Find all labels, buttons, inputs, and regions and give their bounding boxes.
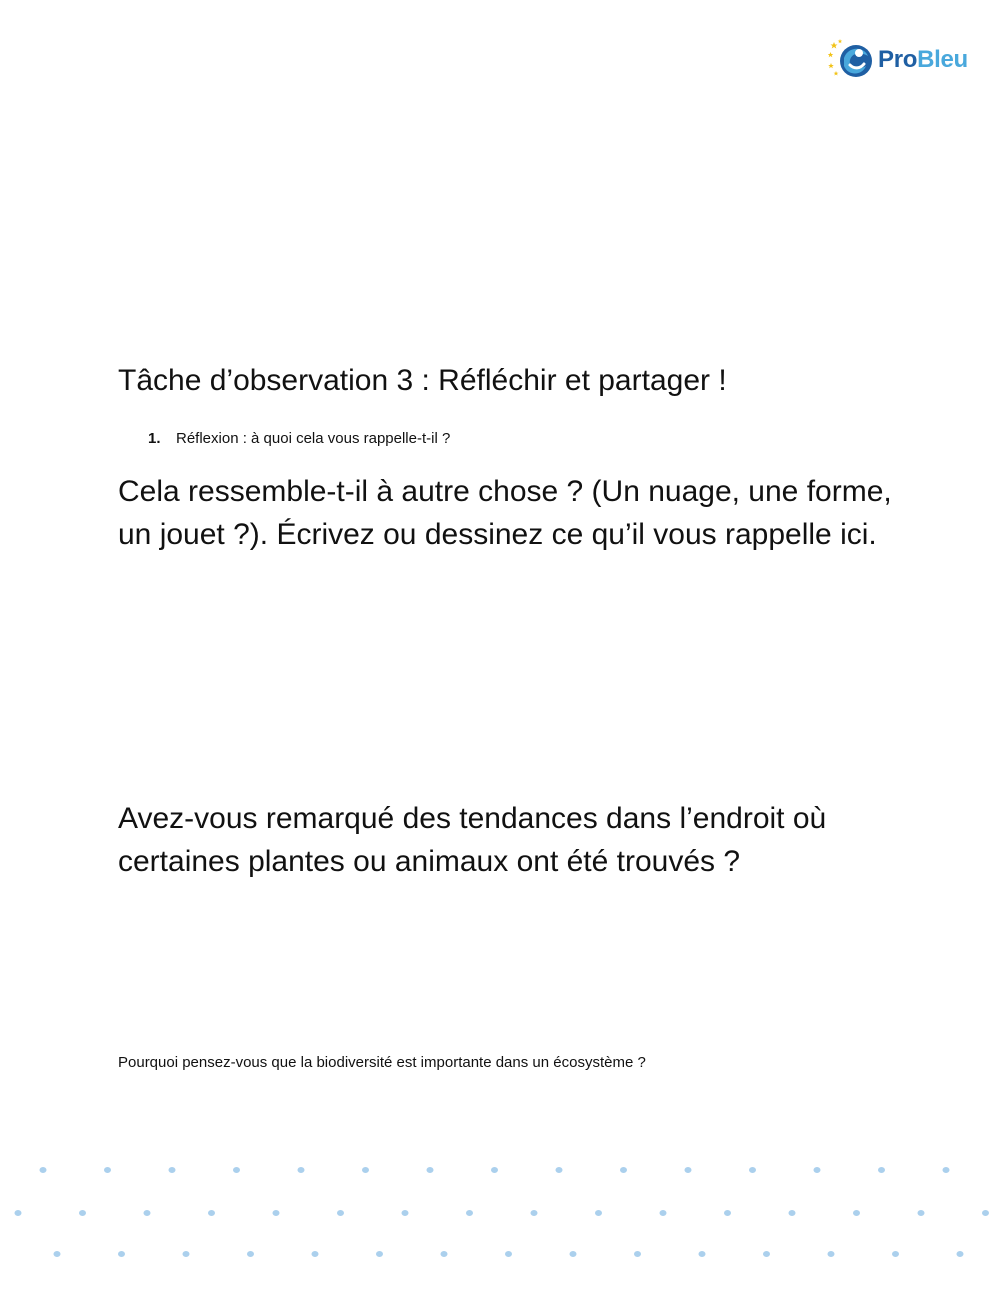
decorative-dot bbox=[699, 1251, 706, 1257]
dot-pattern-icon bbox=[0, 1150, 1000, 1270]
list-item-text: Réflexion : à quoi cela vous rappelle-t-il ? bbox=[176, 430, 451, 447]
probleu-logo-text bbox=[878, 38, 968, 82]
decorative-dot bbox=[660, 1210, 667, 1216]
decorative-dot bbox=[169, 1167, 176, 1173]
decorative-dot bbox=[183, 1251, 190, 1257]
decorative-dot bbox=[595, 1210, 602, 1216]
decorative-dot bbox=[273, 1210, 280, 1216]
decorative-dot bbox=[828, 1251, 835, 1257]
decorative-dot bbox=[982, 1210, 989, 1216]
decorative-dot bbox=[724, 1210, 731, 1216]
decorative-dot bbox=[427, 1167, 434, 1173]
decorative-dot bbox=[634, 1251, 641, 1257]
decorative-dot bbox=[15, 1210, 22, 1216]
decorative-dot bbox=[118, 1251, 125, 1257]
decorative-dot bbox=[570, 1251, 577, 1257]
question-patterns: Avez-vous remarqué des tendances dans l’endroit où certaines plantes ou animaux ont été trouvés ? bbox=[118, 802, 827, 878]
decorative-dot bbox=[505, 1251, 512, 1257]
decorative-dot bbox=[892, 1251, 899, 1257]
decorative-dot bbox=[312, 1251, 319, 1257]
decorative-dot bbox=[789, 1210, 796, 1216]
decorative-dot bbox=[144, 1210, 151, 1216]
decorative-dot bbox=[749, 1167, 756, 1173]
decorative-dot bbox=[233, 1167, 240, 1173]
question-resemblance: Cela ressemble-t-il à autre chose ? (Un nuage, une forme, un jouet ?). Écrivez ou dessinez ce qu’il vous rappelle ici. bbox=[118, 475, 892, 551]
decorative-dot bbox=[620, 1167, 627, 1173]
decorative-dot bbox=[943, 1167, 950, 1173]
decorative-dot bbox=[247, 1251, 254, 1257]
probleu-logo bbox=[828, 38, 978, 82]
decorative-dot bbox=[208, 1210, 215, 1216]
decorative-dot bbox=[918, 1210, 925, 1216]
decorative-dot bbox=[763, 1251, 770, 1257]
probleu-logo-icon bbox=[828, 38, 874, 82]
logo-text-pro: Pro bbox=[878, 46, 918, 73]
decorative-dot bbox=[376, 1251, 383, 1257]
reflection-list bbox=[148, 430, 450, 448]
decorative-dot bbox=[54, 1251, 61, 1257]
decorative-dot bbox=[104, 1167, 111, 1173]
decorative-dot bbox=[441, 1251, 448, 1257]
logo-text-bleu: Bleu bbox=[917, 46, 968, 73]
decorative-dot bbox=[40, 1167, 47, 1173]
decorative-dot bbox=[814, 1167, 821, 1173]
decorative-dot bbox=[853, 1210, 860, 1216]
decorative-dot bbox=[685, 1167, 692, 1173]
decorative-dot bbox=[362, 1167, 369, 1173]
decorative-dot bbox=[556, 1167, 563, 1173]
decorative-dot bbox=[337, 1210, 344, 1216]
decorative-dot bbox=[466, 1210, 473, 1216]
decorative-dot bbox=[957, 1251, 964, 1257]
decorative-dot bbox=[531, 1210, 538, 1216]
decorative-dot bbox=[79, 1210, 86, 1216]
decorative-dot bbox=[298, 1167, 305, 1173]
list-item bbox=[148, 430, 450, 448]
task-title: Tâche d’observation 3 : Réfléchir et partager ! bbox=[118, 364, 727, 397]
question-biodiversity: Pourquoi pensez-vous que la biodiversité est importante dans un écosystème ? bbox=[118, 1054, 646, 1071]
decorative-dot bbox=[491, 1167, 498, 1173]
decorative-dot bbox=[402, 1210, 409, 1216]
decorative-dot bbox=[878, 1167, 885, 1173]
list-item-number: 1. bbox=[148, 430, 161, 447]
